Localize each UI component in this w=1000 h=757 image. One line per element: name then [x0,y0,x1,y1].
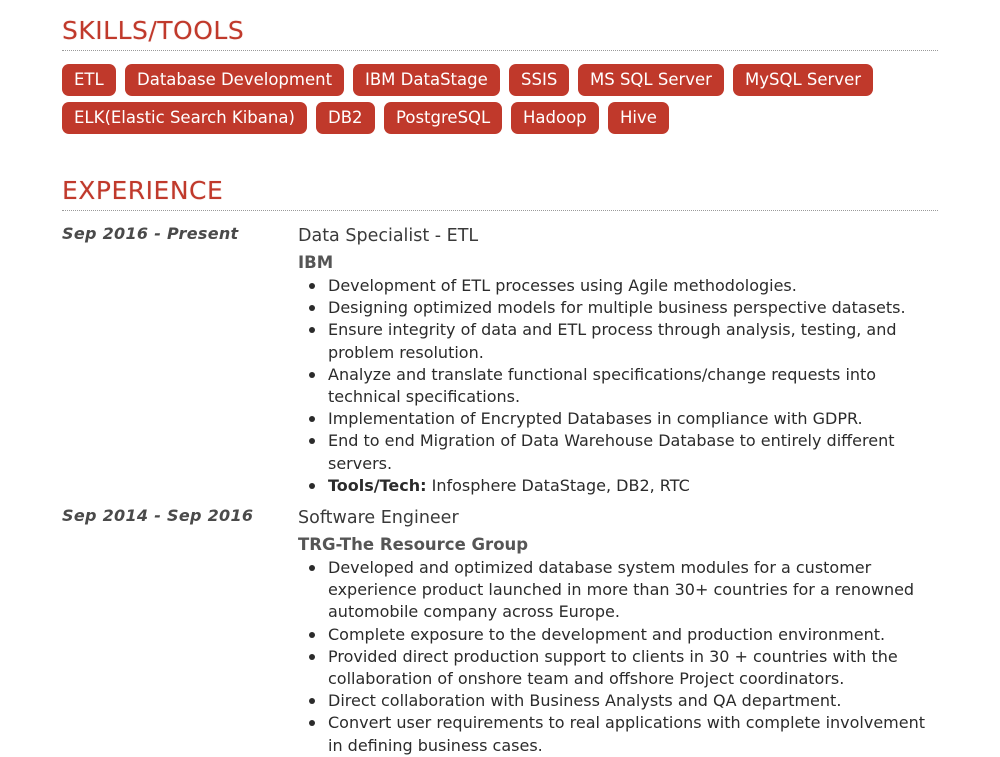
skills-divider [62,50,938,51]
skill-tag: DB2 [316,102,375,134]
job-bullet-list [298,275,938,497]
skill-tag: Hadoop [511,102,599,134]
skills-heading: SKILLS/TOOLS [62,16,245,45]
job-bullet: End to end Migration of Data Warehouse Database to entirely different servers. [298,430,938,474]
skill-tag: IBM DataStage [353,64,500,96]
job-date: Sep 2014 - Sep 2016 [62,506,254,525]
skill-tag: Hive [608,102,669,134]
skill-tag: MySQL Server [733,64,873,96]
tools-value: Infosphere DataStage, DB2, RTC [426,475,690,495]
job-bullet-list [298,557,938,757]
skill-tag: MS SQL Server [578,64,724,96]
skill-tag: Database Development [125,64,344,96]
job-bullet: Direct collaboration with Business Analysts and QA department. [298,690,938,712]
job-details [298,506,938,757]
job-company: IBM [298,253,334,272]
job-title: Software Engineer [298,508,459,528]
job-company: TRG-The Resource Group [298,535,529,554]
job-bullet: Provided direct production support to clients in 30 + countries with the collaboration of onshore team and offshore Project coordinators. [298,646,938,690]
job-title: Data Specialist - ETL [298,226,479,246]
skill-tag: ETL [62,64,116,96]
job-bullet: Convert user requirements to real applications with complete involvement in defining business cases. [298,712,938,756]
experience-section [62,176,938,755]
tools-label: Tools/Tech: [328,475,427,495]
job-details [298,224,938,497]
job-bullet: Analyze and translate functional specifications/change requests into technical specifications. [298,364,938,408]
job-bullet: Complete exposure to the development and production environment. [298,624,938,646]
experience-heading: EXPERIENCE [62,176,224,205]
skill-tag: ELK(Elastic Search Kibana) [62,102,307,134]
experience-divider [62,210,938,211]
job-bullet: Implementation of Encrypted Databases in compliance with GDPR. [298,408,938,430]
skills-section [62,16,938,127]
skill-tag: PostgreSQL [384,102,502,134]
skill-tag: SSIS [509,64,569,96]
job-bullet: Development of ETL processes using Agile methodologies. [298,275,938,297]
job-tools-bullet [298,475,938,497]
job-bullet: Ensure integrity of data and ETL process through analysis, testing, and problem resolution. [298,319,938,363]
job-bullet: Designing optimized models for multiple business perspective datasets. [298,297,938,319]
job-bullet: Developed and optimized database system modules for a customer experience product launched in more than 30+ countries for a renowned automobile company across Europe. [298,557,938,624]
job-date: Sep 2016 - Present [62,224,239,243]
